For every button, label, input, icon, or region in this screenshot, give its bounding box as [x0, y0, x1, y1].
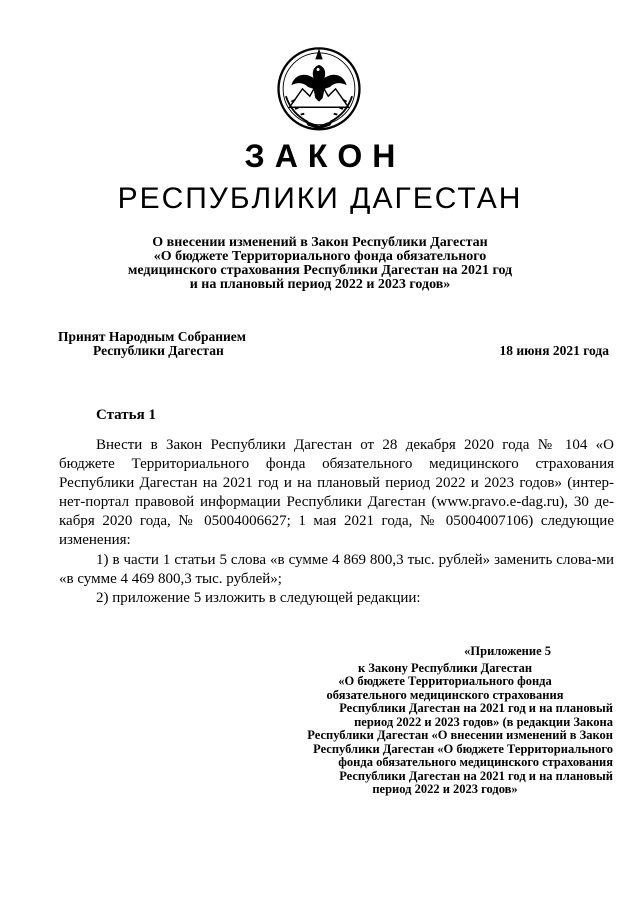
title-line: медицинского страхования Республики Дагестан на 2021 год	[127, 263, 513, 278]
appendix-line: фонда обязательного медицинского страхования	[338, 755, 613, 769]
coat-of-arms-icon	[273, 41, 365, 133]
article-body	[59, 436, 614, 608]
appendix-line: период 2022 и 2023 годов» (в редакции Закона	[354, 714, 613, 729]
appendix-line: Республики Дагестан на 2021 год и на плановый	[339, 768, 613, 783]
document-type: ЗАКОН	[244, 138, 406, 174]
article-paragraph: 1) в части 1 статьи 5 слова «в сумме 4 869 800,3 тыс. рублей» заменить слова-ми «в сумме 4 469 800,3 тыс. рублей»;	[59, 551, 614, 587]
adoption-line-2: Республики Дагестан	[93, 343, 224, 358]
article-paragraph: 2) приложение 5 изложить в следующей редакции:	[96, 589, 421, 606]
appendix-line: «О бюджете Территориального фонда	[338, 674, 552, 688]
appendix-line: период 2022 и 2023 годов»	[372, 782, 518, 796]
appendix-line: к Закону Республики Дагестан	[357, 660, 533, 675]
title-line: О внесении изменений в Закон Республики Дагестан	[152, 235, 488, 250]
document-authority: РЕСПУБЛИКИ ДАГЕСТАН	[117, 182, 523, 215]
document-title	[90, 236, 550, 292]
title-line: «О бюджете Территориального фонда обязательного	[153, 249, 487, 264]
article-paragraph: Внести в Закон Республики Дагестан от 28 декабря 2020 года № 104 «О бюджете Территориального фонда обязательного медицинского страхования Республики Дагестан на 2021 год и на плановый период 2022 и 2023 годов» (интер-нет-портал правовой информации Республики Дагестан (www.pravo.e-dag.ru), 30 де-кабря 2020 года, № 05004006627; 1 мая 2021 года, № 05004007106) следующие изменения:	[59, 437, 614, 549]
adoption-statement	[58, 330, 246, 358]
adoption-line-1: Принят Народным Собранием	[58, 329, 246, 344]
title-line: и на плановый период 2022 и 2023 годов»	[189, 277, 451, 292]
appendix-line: Республики Дагестан «О внесении изменений в Закон	[307, 728, 613, 742]
adoption-date: 18 июня 2021 года	[499, 343, 609, 358]
appendix-line: Республики Дагестан на 2021 год и на плановый	[339, 701, 613, 715]
appendix-title: «Приложение 5	[464, 644, 551, 658]
appendix-line: обязательного медицинского страхования	[326, 687, 564, 702]
article-title: Статья 1	[96, 407, 156, 423]
appendix-line: Республики Дагестан «О бюджете Территориального	[313, 741, 613, 756]
appendix-header	[277, 645, 613, 797]
